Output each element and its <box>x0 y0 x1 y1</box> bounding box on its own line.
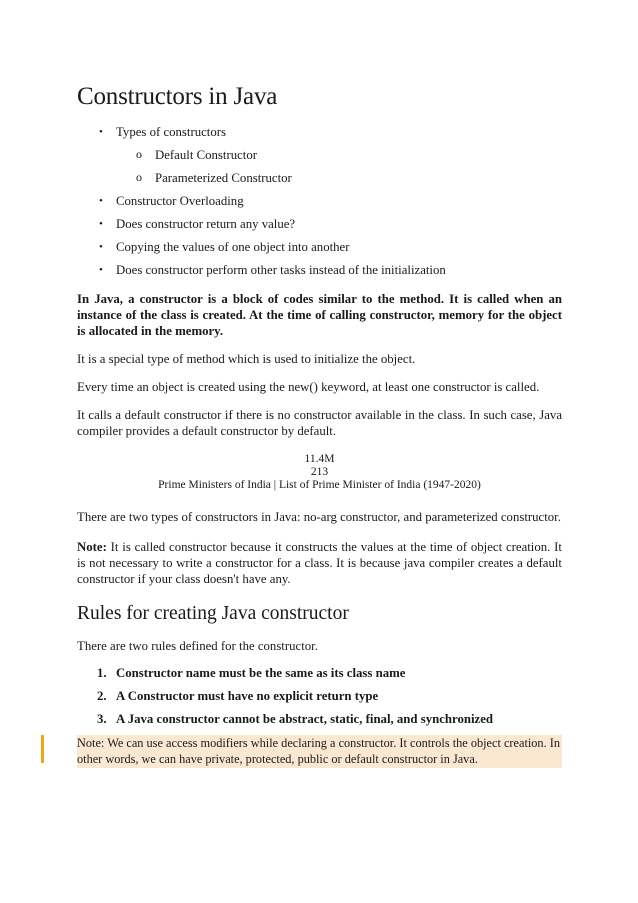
rule-text: A Constructor must have no explicit return type <box>116 689 379 703</box>
intro-paragraph: In Java, a constructor is a block of codes similar to the method. It is called when an instance of the class is created. At the time of calling constructor, memory for the object is allocated in the memory. <box>77 292 562 338</box>
toc-subitem <box>116 148 562 163</box>
rule-number: 2. <box>97 689 107 703</box>
note-paragraph <box>77 539 562 587</box>
rule-item <box>77 666 562 681</box>
bullet-icon: • <box>99 195 103 207</box>
toc-item-label: Copying the values of one object into another <box>116 240 350 254</box>
rules-list <box>77 666 562 727</box>
note-box-text: Note: We can use access modifiers while declaring a constructor. It controls the object creation. In other words, we can have private, protected, public or default constructor in Java. <box>77 736 560 766</box>
rule-text: Constructor name must be the same as its class name <box>116 666 406 680</box>
video-embed[interactable] <box>77 453 562 492</box>
rules-intro: There are two rules defined for the constructor. <box>77 639 318 653</box>
rule-text: A Java constructor cannot be abstract, static, final, and synchronized <box>116 712 494 726</box>
paragraph-types: There are two types of constructors in Java: no-arg constructor, and parameterized constructor. <box>77 510 561 524</box>
toc-item-label: Constructor Overloading <box>116 194 244 208</box>
access-modifier-note <box>77 735 562 768</box>
video-caption[interactable]: Prime Ministers of India | List of Prime Minister of India (1947-2020) <box>158 479 481 491</box>
circle-bullet-icon: o <box>136 147 142 161</box>
paragraph-new-keyword: Every time an object is created using the new() keyword, at least one constructor is called. <box>77 380 540 394</box>
rule-number: 1. <box>97 666 107 680</box>
toc-item-label: Types of constructors <box>116 125 226 139</box>
toc-item <box>77 125 562 186</box>
bullet-icon: • <box>99 218 103 230</box>
circle-bullet-icon: o <box>136 170 142 184</box>
toc-item <box>77 194 562 209</box>
paragraph-purpose: It is a special type of method which is used to initialize the object. <box>77 352 416 366</box>
toc-list <box>77 125 562 278</box>
video-likes: 213 <box>310 466 329 478</box>
document-content <box>77 82 562 768</box>
video-views: 11.4M <box>304 453 335 465</box>
toc-item <box>77 263 562 278</box>
bullet-icon: • <box>99 126 103 138</box>
bullet-icon: • <box>99 241 103 253</box>
toc-subitem <box>116 171 562 186</box>
toc-subitem-label: Default Constructor <box>155 148 257 162</box>
note-label: Note: <box>77 540 107 554</box>
note-text: It is called constructor because it constructs the values at the time of object creation. It is not necessary to write a constructor for a class. It is because java compiler creates a default constructor if your class doesn't have any. <box>77 540 562 586</box>
toc-item <box>77 240 562 255</box>
toc-item <box>77 217 562 232</box>
note-accent-bar <box>41 735 44 763</box>
page-title: Constructors in Java <box>77 83 278 110</box>
rule-item <box>77 712 562 727</box>
rule-number: 3. <box>97 712 107 726</box>
bullet-icon: • <box>99 264 103 276</box>
toc-item-label: Does constructor return any value? <box>116 217 296 231</box>
rule-item <box>77 689 562 704</box>
rules-heading: Rules for creating Java constructor <box>77 603 349 624</box>
paragraph-default-constructor: It calls a default constructor if there is no constructor available in the class. In such case, Java compiler provides a default constructor by default. <box>77 408 562 438</box>
toc-item-label: Does constructor perform other tasks instead of the initialization <box>116 263 446 277</box>
toc-subitem-label: Parameterized Constructor <box>155 171 292 185</box>
toc-sublist <box>116 148 562 186</box>
